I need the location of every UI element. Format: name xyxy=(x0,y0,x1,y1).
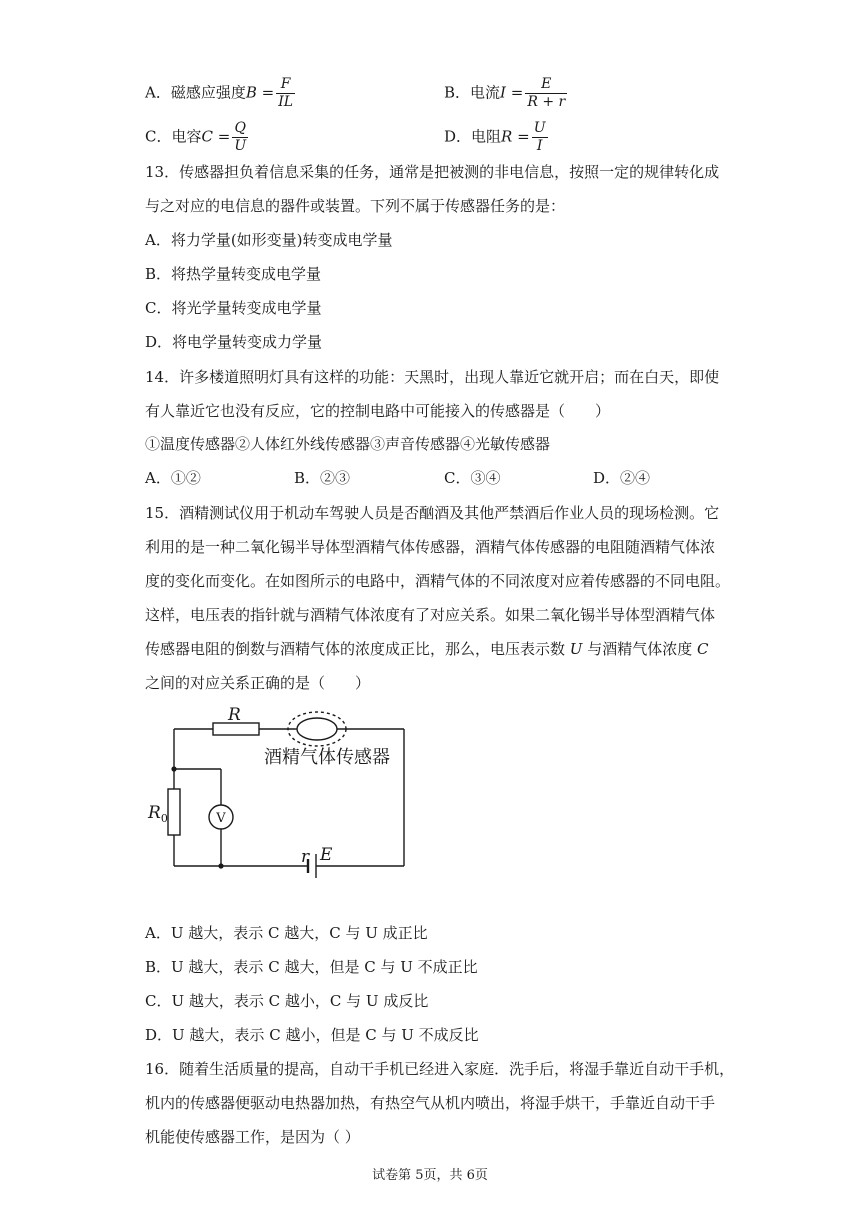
q15-stem-line5 xyxy=(145,638,708,660)
q14-option-d: D．②④ xyxy=(593,469,651,487)
q13-stem-line2: 与之对应的电信息的器件或装置。下列不属于传感器任务的是： xyxy=(145,197,566,215)
resistor-r0 xyxy=(168,789,180,835)
label-sensor: 酒精气体传感器 xyxy=(264,747,390,768)
q12-c-label: C．电容 xyxy=(145,127,202,146)
q13-stem-line1: 13．传感器担负着信息采集的任务，通常是把被测的非电信息，按照一定的规律转化成 xyxy=(145,163,720,181)
q12-d-fraction xyxy=(532,120,548,155)
q16-stem-line2: 机内的传感器便驱动电热器加热，有热空气从机内喷出，将湿手烘干，手靠近自动干手 xyxy=(145,1094,716,1112)
q12-a-eq: = xyxy=(261,83,275,102)
q15-line5-u: U xyxy=(569,640,583,658)
q12-b-eq: = xyxy=(510,83,524,102)
q12-b-num: E xyxy=(525,76,567,94)
q14-option-a: A．①② xyxy=(145,469,201,487)
q12-a-label: A．磁感应强度 xyxy=(145,83,246,102)
q12-b-den: R + r xyxy=(527,94,566,110)
q14-option-c: C．③④ xyxy=(444,469,501,487)
q12-d-label: D．电阻 xyxy=(444,127,502,146)
q12-c-fraction xyxy=(232,120,248,155)
q16-stem-line1: 16．随着生活质量的提高，自动干手机已经进入家庭．洗手后，将湿手靠近自动干手机， xyxy=(145,1060,735,1078)
q14-stem-line2: 有人靠近它也没有反应，它的控制电路中可能接入的传感器是（ ） xyxy=(145,402,611,420)
q12-c-den: U xyxy=(234,138,247,154)
label-e: E xyxy=(320,845,333,865)
q13-option-d: D．将电学量转变成力学量 xyxy=(145,333,323,351)
circuit-diagram xyxy=(140,702,410,882)
q15-option-d: D．U 越大，表示 C 越小，但是 C 与 U 不成反比 xyxy=(145,1026,479,1044)
page-footer: 试卷第 5页，共 6页 xyxy=(372,1168,488,1183)
label-r: R xyxy=(228,705,241,725)
q12-option-b xyxy=(444,76,569,111)
label-r0-sub: 0 xyxy=(160,812,168,825)
label-r0-main: R xyxy=(148,803,161,823)
q15-option-c: C．U 越大，表示 C 越小，C 与 U 成反比 xyxy=(145,992,429,1010)
q13-option-c: C．将光学量转变成电学量 xyxy=(145,299,322,317)
q15-line5-c: C xyxy=(696,640,709,658)
q12-b-label: B．电流 xyxy=(444,83,501,102)
q15-stem-line1: 15．酒精测试仪用于机动车驾驶人员是否酗酒及其他严禁酒后作业人员的现场检测。它 xyxy=(145,504,720,522)
q15-option-b: B．U 越大，表示 C 越大，但是 C 与 U 不成正比 xyxy=(145,958,478,976)
q15-stem-line2: 利用的是一种二氧化锡半导体型酒精气体传感器，酒精气体传感器的电阻随酒精气体浓 xyxy=(145,538,716,556)
q14-stem-line3: ①温度传感器②人体红外线传感器③声音传感器④光敏传感器 xyxy=(145,435,551,453)
q15-option-a: A．U 越大，表示 C 越大，C 与 U 成正比 xyxy=(145,924,428,942)
q15-stem-line3: 度的变化而变化。在如图所示的电路中，酒精气体的不同浓度对应着传感器的不同电阻。 xyxy=(145,572,731,590)
junction-dot-bottom xyxy=(218,863,223,868)
q12-d-eq: = xyxy=(517,127,530,146)
q12-option-a xyxy=(145,76,297,111)
q16-stem-line3: 机能使传感器工作，是因为（ ） xyxy=(145,1128,360,1146)
q12-option-d xyxy=(444,120,550,155)
q15-stem-line6: 之间的对应关系正确的是（ ） xyxy=(145,674,371,692)
q14-stem-line1: 14．许多楼道照明灯具有这样的功能：天黑时，出现人靠近它就开启；而在白天，即使 xyxy=(145,368,720,386)
q15-line5-text-a: 传感器电阻的倒数与酒精气体的浓度成正比，那么，电压表示数 xyxy=(145,640,570,658)
q12-a-var: B xyxy=(245,83,257,102)
q12-a-fraction xyxy=(276,76,295,111)
q15-stem-line4: 这样，电压表的指针就与酒精气体浓度有了对应关系。如果二氧化锡半导体型酒精气体 xyxy=(145,606,716,624)
label-r0 xyxy=(147,803,168,825)
q12-b-fraction xyxy=(525,76,567,111)
q12-a-den: IL xyxy=(278,94,294,110)
q15-line5-text-b: 与酒精气体浓度 xyxy=(582,640,697,658)
q14-option-b: B．②③ xyxy=(294,469,351,487)
q12-d-var: R xyxy=(501,127,513,146)
junction-dot-top xyxy=(171,766,176,771)
q13-option-b: B．将热学量转变成电学量 xyxy=(145,265,322,283)
q12-b-var: I xyxy=(500,83,506,102)
q12-d-den: I xyxy=(536,138,543,154)
q12-c-num: Q xyxy=(232,120,248,138)
q12-c-eq: = xyxy=(217,127,231,146)
q12-a-num: F xyxy=(276,76,295,94)
q12-d-num: U xyxy=(533,120,546,136)
label-v: V xyxy=(216,811,226,826)
alcohol-sensor xyxy=(297,718,337,740)
label-r-internal: r xyxy=(301,847,310,867)
q13-option-a: A．将力学量(如形变量)转变成电学量 xyxy=(145,231,393,249)
q12-option-c xyxy=(145,120,250,155)
q12-c-var: C xyxy=(201,127,213,146)
